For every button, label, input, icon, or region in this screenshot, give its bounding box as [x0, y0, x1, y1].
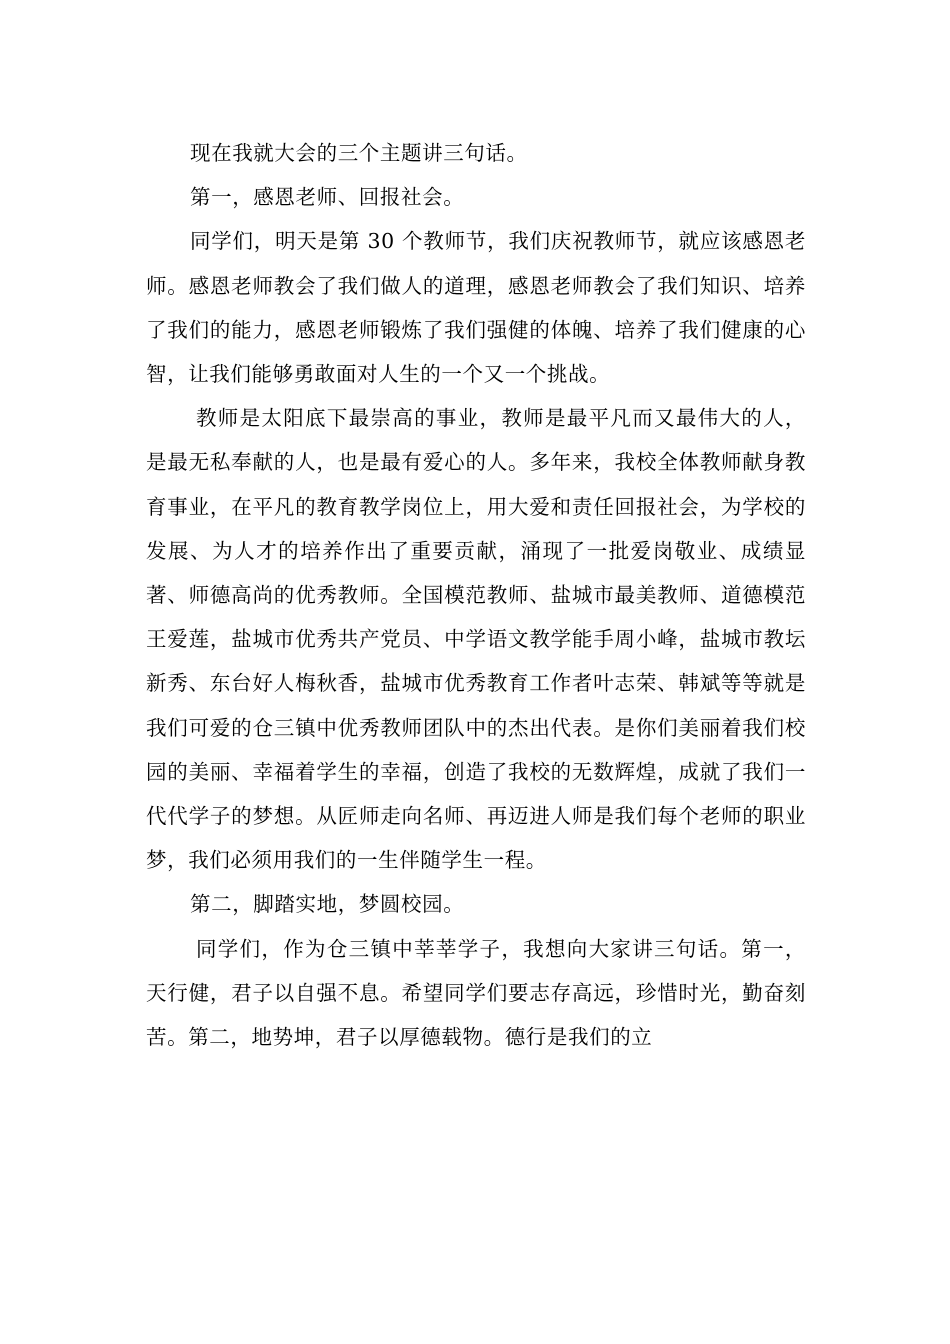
paragraph-teachers: 教师是太阳底下最崇高的事业，教师是最平凡而又最伟大的人，是最无私奉献的人，也是最有爱心的人。多年来，我校全体教师献身教育事业，在平凡的教育教学岗位上，用大爱和责任回报社会，为学校的发展、为人才的培养作出了重要贡献，涌现了一批爱岗敬业、成绩显著、师德高尚的优秀教师。全国模范教师、盐城市最美教师、道德模范王爱莲，盐城市优秀共产党员、中学语文教学能手周小峰，盐城市教坛新秀、东台好人梅秋香，盐城市优秀教育工作者叶志荣、韩斌等等就是我们可爱的仓三镇中优秀教师团队中的杰出代表。是你们美丽着我们校园的美丽、幸福着学生的幸福，创造了我校的无数辉煌，成就了我们一代代学子的梦想。从匠师走向名师、再迈进人师是我们每个老师的职业梦，我们必须用我们的一生伴随学生一程。 [146, 406, 806, 873]
paragraph-heading-2: 第二，脚踏实地，梦圆校园。 [190, 892, 465, 917]
document-body [146, 131, 806, 1059]
paragraph-intro: 现在我就大会的三个主题讲三句话。 [190, 141, 528, 165]
paragraph-students: 同学们，作为仓三镇中莘莘学子，我想向大家讲三句话。第一，天行健，君子以自强不息。希望同学们要志存高远，珍惜时光，勤奋刻苦。第二，地势坤，君子以厚德载物。德行是我们的立 [146, 936, 806, 1050]
paragraph-heading-1: 第一，感恩老师、回报社会。 [190, 185, 465, 210]
paragraph-gratitude: 同学们，明天是第 30 个教师节，我们庆祝教师节，就应该感恩老师。感恩老师教会了我们做人的道理，感恩老师教会了我们知识、培养了我们的能力，感恩老师锻炼了我们强健的体魄、培养了我们健康的心智，让我们能够勇敢面对人生的一个又一个挑战。 [146, 229, 806, 387]
